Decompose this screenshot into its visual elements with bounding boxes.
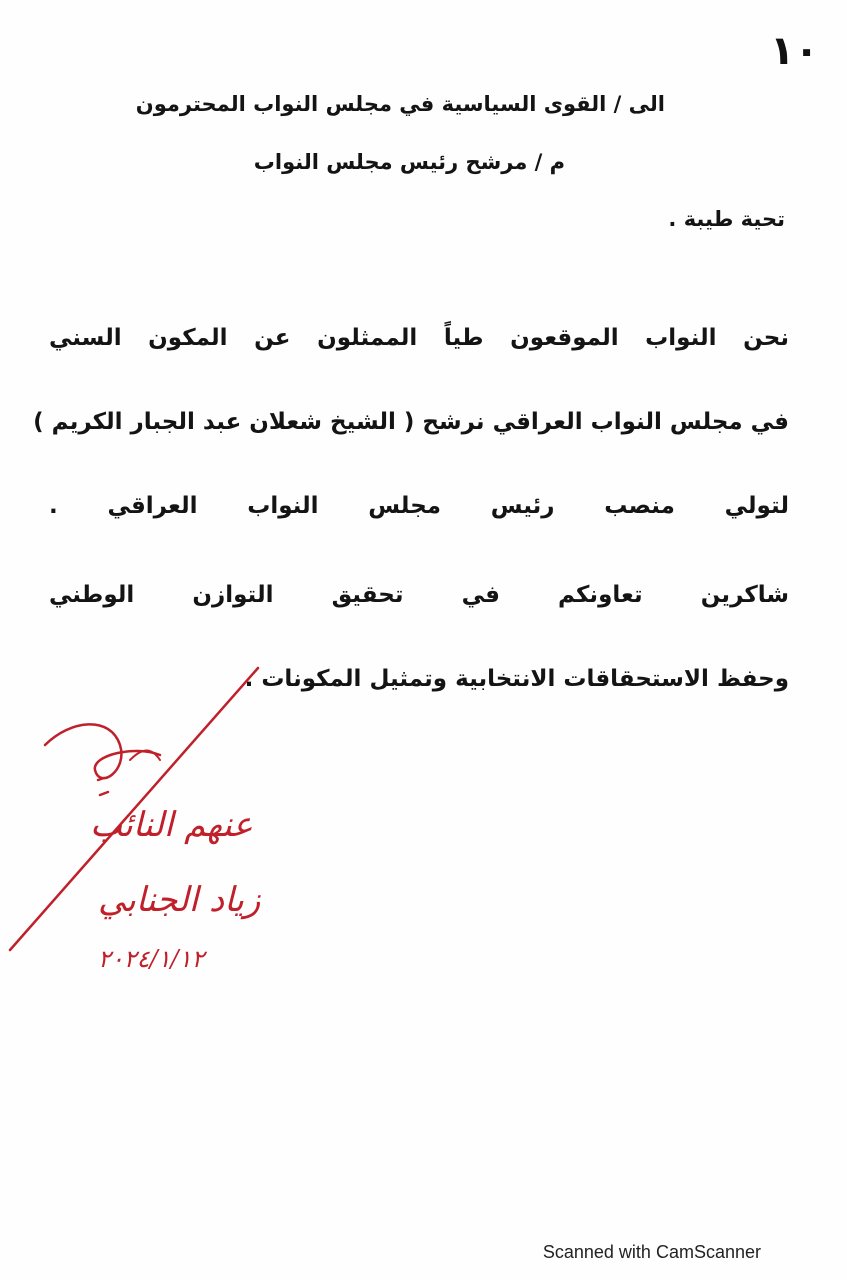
- camscanner-footer: Scanned with CamScanner: [542, 1242, 761, 1262]
- signature-dots: [98, 778, 108, 795]
- body-line-2: في مجلس النواب العراقي نرشح ( الشيخ شعلان عبد الجبار الكريم ): [33, 409, 789, 435]
- body-line-4: شاكرين تعاونكم في تحقيق التوازن الوطني: [49, 582, 789, 608]
- address-line-recipients: الى / القوى السياسية في مجلس النواب المحترمون: [135, 92, 665, 116]
- address-line-subject: م / مرشح رئيس مجلس النواب: [253, 150, 565, 174]
- signature-loop-flourish: [45, 724, 160, 778]
- signature-text-name: زياد الجنابي: [98, 880, 261, 920]
- body-line-3: لتولي منصب رئيس مجلس النواب العراقي .: [49, 493, 789, 519]
- signature-date: ٢٠٢٤/١/١٢: [98, 945, 205, 973]
- body-line-1: نحن النواب الموقعون طياً الممثلون عن المكون السني: [49, 325, 789, 351]
- signature-text-representative: عنهم النائب: [90, 805, 253, 845]
- signature-small-mark: [130, 751, 160, 760]
- body-line-5: وحفظ الاستحقاقات الانتخابية وتمثيل المكونات .: [244, 666, 789, 692]
- greeting: تحية طيبة .: [668, 207, 785, 231]
- page-number: ١٠: [770, 28, 819, 74]
